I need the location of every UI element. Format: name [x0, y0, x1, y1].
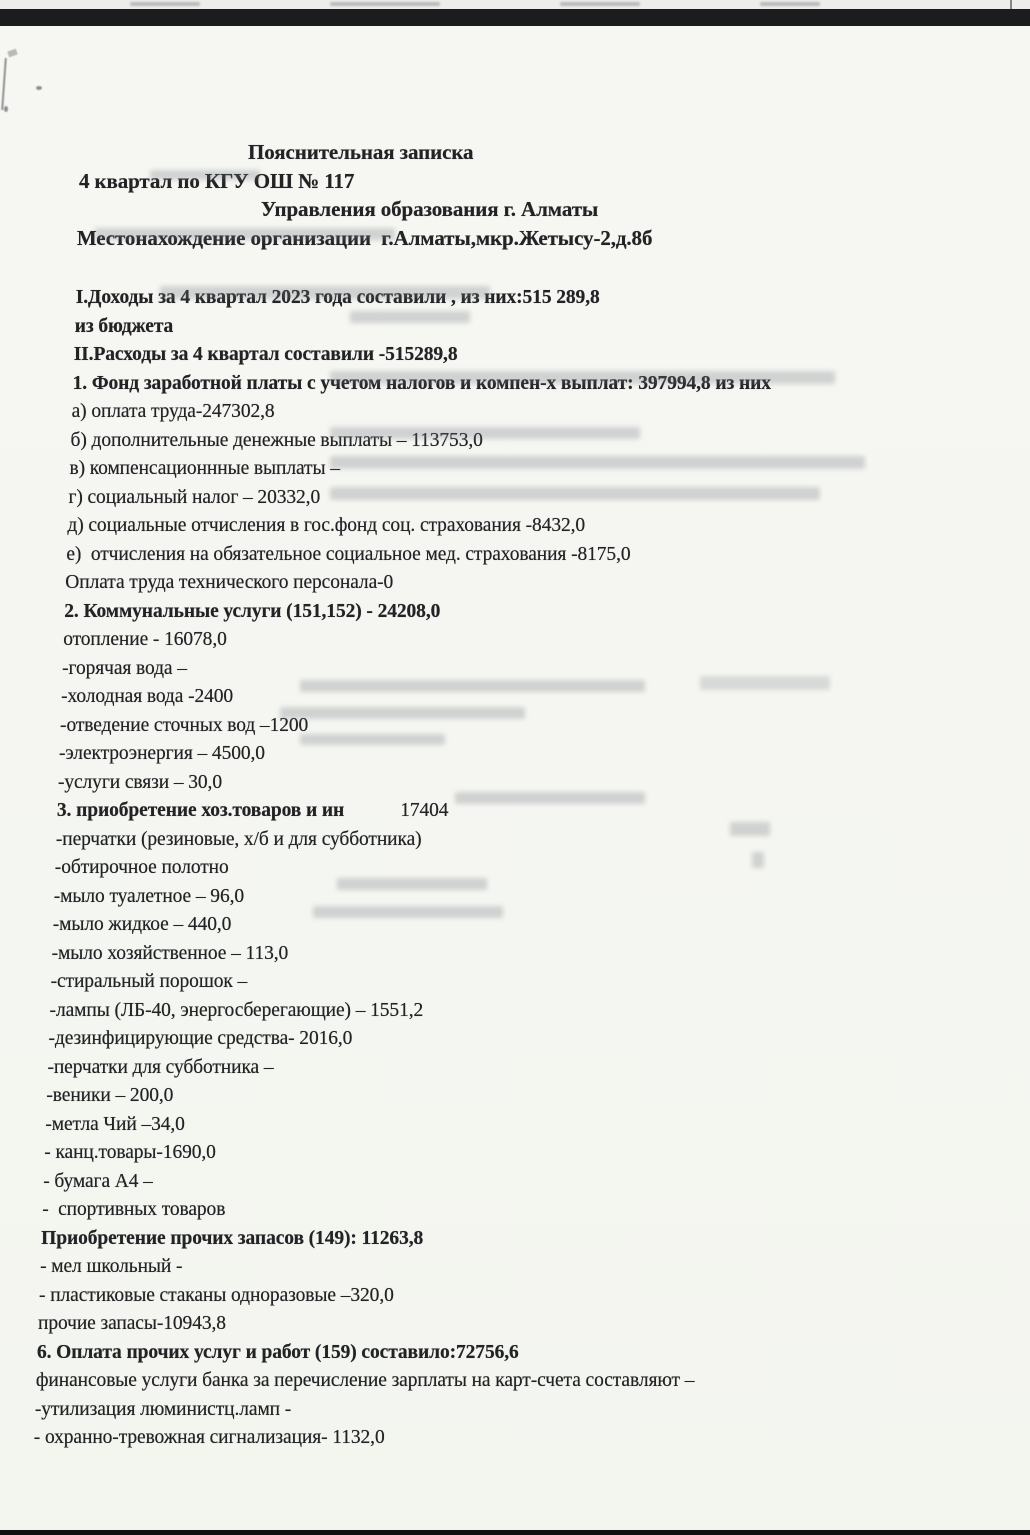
line-text: отопление - 16078,0: [63, 629, 227, 650]
line-text: 1. Фонд заработной платы с учетом налогов и компен-х выплат: 397994,8 из них: [72, 372, 771, 394]
document-line: [0, 968, 1030, 997]
document-line: [0, 940, 1030, 969]
document-line: [0, 313, 1030, 342]
bleed-through-text: [280, 707, 525, 719]
line-text: -мыло жидкое – 440,0: [52, 914, 232, 935]
line-text: 3. приобретение хоз.товаров и ин: [56, 800, 345, 821]
line-text: -веники – 200,0: [46, 1085, 174, 1106]
document-line: [0, 626, 1030, 655]
bleed-through-text: [730, 822, 770, 836]
document-line: [0, 569, 1030, 598]
line-text: Пояснительная записка: [248, 140, 474, 164]
document-line: [0, 826, 1030, 855]
bleed-through-text: [752, 852, 764, 868]
document-line: [0, 1367, 1030, 1396]
document-line: [0, 1282, 1030, 1311]
line-text: г) социальный налог – 20332,0: [68, 486, 321, 508]
line-text: II.Расходы за 4 квартал составили -515289,8: [73, 344, 458, 365]
line-text: -метла Чий –34,0: [45, 1113, 185, 1135]
line-text: прочие запасы-10943,8: [38, 1313, 226, 1334]
document-line: [0, 911, 1030, 940]
line-text: -перчатки (резиновые, х/б и для субботника): [55, 828, 422, 850]
line-text: Приобретение прочих запасов (149): 11263,8: [41, 1227, 424, 1249]
line-text: I.Доходы за 4 квартал 2023 года составили , из них:515 289,8: [75, 287, 600, 308]
document-line: [0, 1139, 1030, 1168]
bleed-through-text: [300, 734, 445, 745]
scanner-black-bar-bottom: [0, 1530, 1030, 1535]
line-text: -дезинфицирующие средства- 2016,0: [48, 1028, 353, 1049]
line-text: д) социальные отчисления в гос.фонд соц. страхования -8432,0: [67, 515, 586, 536]
dust-speck: [4, 106, 8, 112]
line-text: 6. Оплата прочих услуг и работ (159) составило:72756,6: [36, 1341, 519, 1363]
bleed-through-text: [330, 371, 835, 384]
line-text: -холодная вода -2400: [61, 686, 234, 707]
line-text: -стиральный порошок –: [50, 971, 248, 992]
line-value: 17404: [400, 800, 449, 821]
line-text: - канц.товары-1690,0: [44, 1142, 216, 1163]
line-text: -мыло туалетное – 96,0: [53, 885, 245, 907]
bleed-through-text: [350, 311, 470, 323]
line-text: -перчатки для субботника –: [47, 1056, 274, 1078]
document-line: [0, 138, 1030, 167]
line-text: б) дополнительные денежные выплаты – 113753,0: [70, 429, 483, 451]
dust-speck: [36, 86, 42, 90]
bleed-through-text: [300, 680, 645, 692]
bleed-through-text: [160, 286, 490, 299]
line-text: -обтирочное полотно: [54, 857, 229, 878]
bleed-through-text: [313, 906, 503, 918]
document-line: [0, 1310, 1030, 1339]
bleed-through-text: [330, 456, 865, 469]
line-text: -мыло хозяйственное – 113,0: [51, 942, 289, 964]
bleed-through-text: [337, 878, 487, 890]
scanner-edge-strip: [0, 0, 1030, 9]
line-text: -отведение сточных вод –1200: [60, 714, 309, 736]
document-line: [0, 1168, 1030, 1197]
document-line: [0, 1025, 1030, 1054]
bleed-through-text: [330, 487, 820, 500]
line-text: -лампы (ЛБ-40, энергосберегающие) – 1551,2: [49, 999, 424, 1021]
document-line: [0, 1253, 1030, 1282]
line-text: Оплата труда технического персонала-0: [65, 572, 394, 593]
document-line: [0, 1196, 1030, 1225]
document-line: [0, 1054, 1030, 1083]
bleed-through-text: [700, 676, 830, 690]
document-line: [0, 1424, 1030, 1453]
line-text: из бюджета: [74, 315, 174, 337]
scanner-black-bar-top: [0, 9, 1030, 26]
document-line: [0, 398, 1030, 427]
line-text: 2. Коммунальные услуги (151,152) - 24208,0: [64, 600, 441, 622]
document-line: [0, 854, 1030, 883]
document-line: [0, 1111, 1030, 1140]
line-text: -утилизация люминистц.ламп -: [34, 1398, 292, 1420]
scanned-page: [0, 26, 1030, 1530]
edge-text-smudge: [560, 2, 640, 6]
line-text: - бумага А4 –: [43, 1170, 153, 1192]
document-line: [0, 341, 1030, 370]
edge-text-smudge: [330, 2, 440, 6]
line-text: -услуги связи – 30,0: [57, 771, 222, 793]
bleed-through-text: [330, 427, 640, 439]
line-text: -электроэнергия – 4500,0: [59, 743, 265, 764]
document-line: [0, 512, 1030, 541]
document-line: [0, 997, 1030, 1026]
document-line: [0, 1082, 1030, 1111]
line-text: в) компенсационнные выплаты –: [69, 458, 340, 479]
pen-mark: [7, 49, 18, 58]
bleed-through-text: [455, 792, 645, 804]
line-text: - охранно-тревожная сигнализация- 1132,0: [33, 1427, 385, 1448]
document-line: [0, 1225, 1030, 1254]
edge-text-smudge: [130, 2, 200, 6]
document-line: [0, 740, 1030, 769]
line-text: - мел школьный -: [40, 1256, 183, 1277]
document-line: [0, 1396, 1030, 1425]
bleed-through-text: [95, 228, 395, 240]
document-line: [0, 284, 1030, 313]
document-line: [0, 883, 1030, 912]
line-text: 4 квартал по КГУ ОШ № 117: [78, 168, 355, 193]
document-line: [0, 598, 1030, 627]
edge-text-smudge: [760, 2, 820, 6]
edge-line: [1010, 0, 1012, 9]
line-text: Управления образования г. Алматы: [260, 197, 599, 221]
document-line: [0, 541, 1030, 570]
line-text: финансовые услуги банка за перечисление зарплаты на карт-счета составляют –: [35, 1370, 695, 1391]
line-text: - пластиковые стаканы одноразовые –320,0: [39, 1284, 394, 1306]
line-text: а) оплата труда-247302,8: [71, 401, 275, 422]
document-line: [0, 195, 1030, 224]
edge-scratch: [1, 58, 7, 110]
bleed-through-text: [150, 170, 260, 180]
document-line: [0, 1339, 1030, 1368]
line-text: е) отчисления на обязательное социальное мед. страхования -8175,0: [66, 543, 631, 565]
line-text: -горячая вода –: [62, 657, 187, 679]
document-line: [0, 655, 1030, 684]
line-text: - спортивных товаров: [42, 1199, 226, 1220]
line-text: Местонахождение организации г.Алматы,мкр.Жетысу-2,д.8б: [76, 225, 653, 250]
